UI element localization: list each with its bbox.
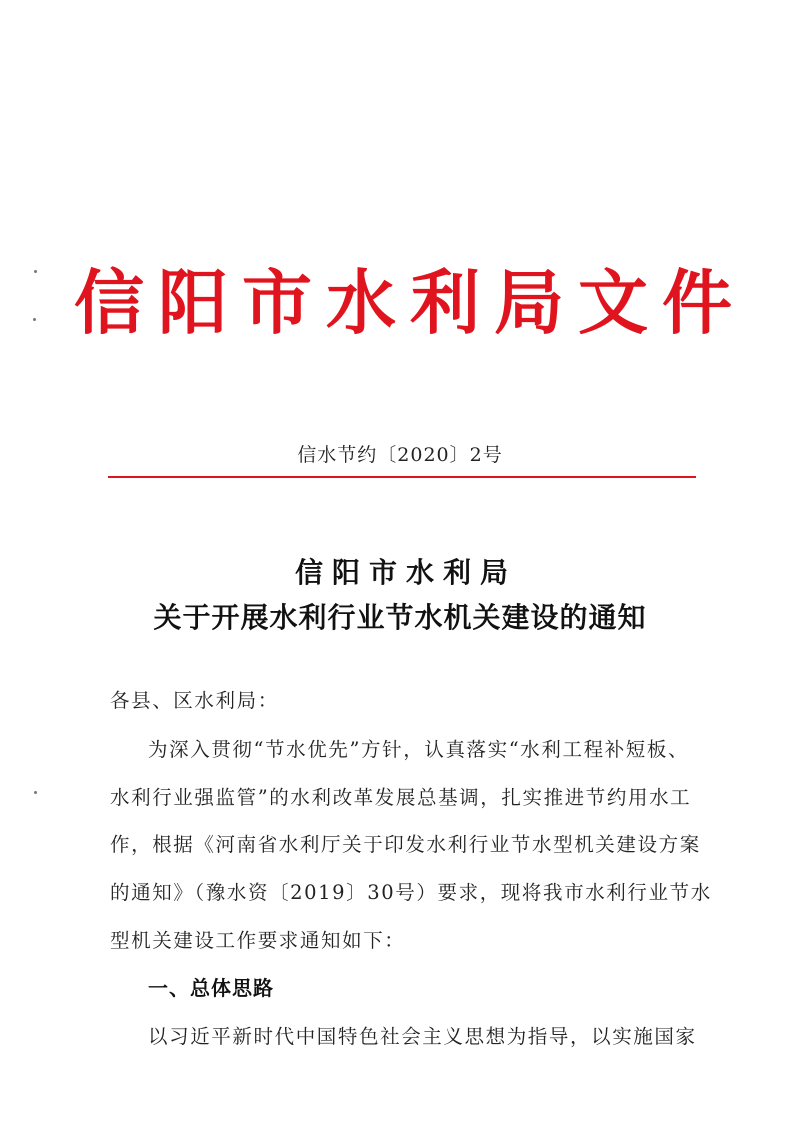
paragraph-line: 以习近平新时代中国特色社会主义思想为指导，以实施国家 [148, 1025, 697, 1048]
scan-speck [34, 791, 37, 794]
paragraph-line: 型机关建设工作要求通知如下： [110, 929, 406, 952]
document-title-issuer: 信阳市水利局 [294, 556, 517, 589]
paragraph-line: 为深入贯彻“节水优先”方针，认真落实“水利工程补短板、 [148, 738, 690, 761]
salutation: 各县、区水利局： [110, 689, 279, 712]
paragraph-line: 水利行业强监管”的水利改革发展总基调，扎实推进节约用水工 [110, 786, 692, 809]
section-heading: 一、总体思路 [148, 976, 274, 1000]
agency-document-header: 信阳市水利局文件 [74, 262, 746, 344]
paragraph-line: 作，根据《河南省水利厅关于印发水利行业节水型机关建设方案 [110, 833, 701, 856]
red-separator-line [108, 476, 696, 478]
document-number: 信水节约〔2020〕2号 [297, 444, 503, 466]
document-title-subject: 关于开展水利行业节水机关建设的通知 [153, 601, 647, 634]
paragraph-line: 的通知》（豫水资〔2019〕30号）要求，现将我市水利行业节水 [110, 881, 712, 904]
